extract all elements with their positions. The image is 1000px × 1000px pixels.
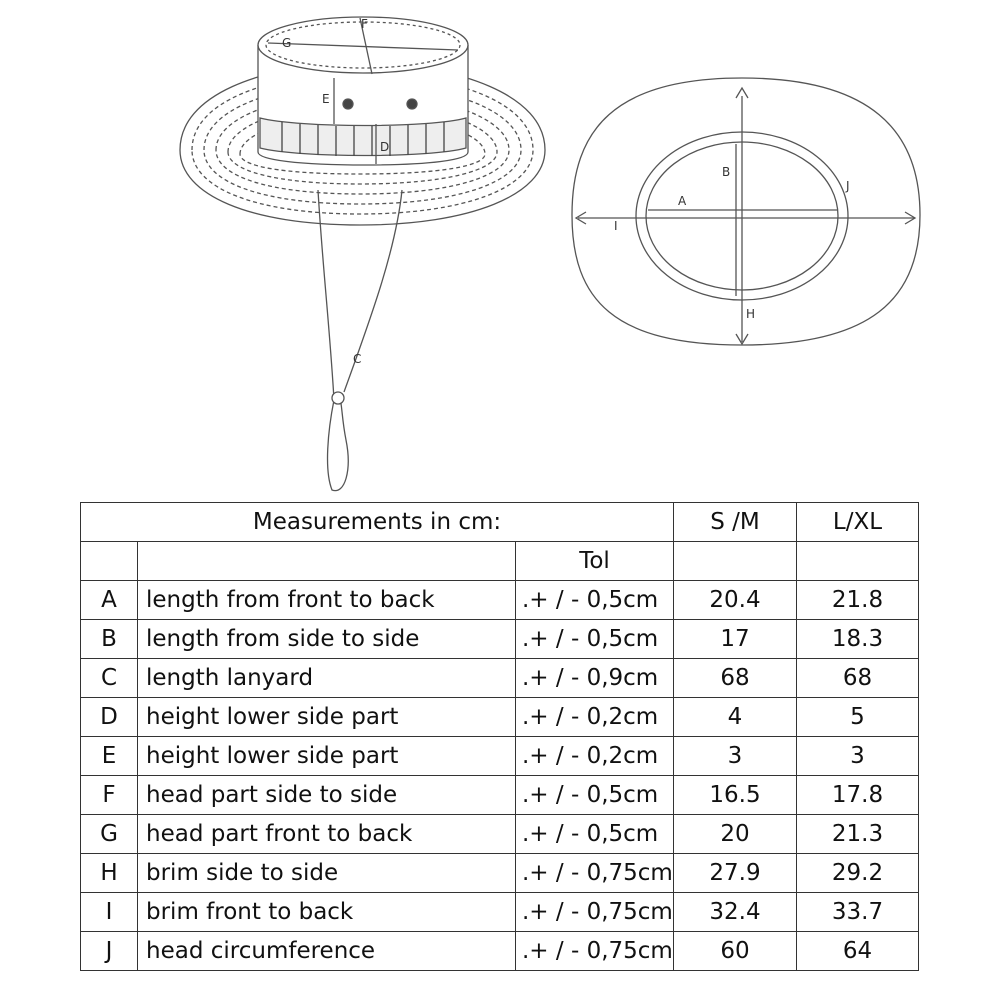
row-size-sm: 3 bbox=[674, 737, 797, 776]
row-description: height lower side part bbox=[138, 737, 516, 776]
row-size-lxl: 17.8 bbox=[797, 776, 919, 815]
row-letter: G bbox=[81, 815, 138, 854]
table-row bbox=[81, 854, 919, 893]
label-f: F bbox=[361, 17, 368, 31]
row-letter: C bbox=[81, 659, 138, 698]
brim-outline-top bbox=[572, 78, 920, 345]
table-row bbox=[81, 737, 919, 776]
label-g: G bbox=[282, 36, 292, 50]
table-title-row bbox=[81, 503, 919, 542]
row-letter: A bbox=[81, 581, 138, 620]
tolerance-header: Tol bbox=[516, 542, 674, 581]
row-size-lxl: 64 bbox=[797, 932, 919, 971]
table-body bbox=[81, 581, 919, 971]
table-row bbox=[81, 659, 919, 698]
lanyard-stopper bbox=[332, 392, 344, 404]
empty-cell bbox=[138, 542, 516, 581]
row-letter: I bbox=[81, 893, 138, 932]
row-tolerance: .+ / - 0,2cm bbox=[516, 737, 674, 776]
table-subheader-row bbox=[81, 542, 919, 581]
measurements-table bbox=[80, 502, 919, 971]
label-e: E bbox=[322, 92, 330, 106]
size-header-sm: S /M bbox=[674, 503, 797, 542]
row-description: head part front to back bbox=[138, 815, 516, 854]
row-size-lxl: 3 bbox=[797, 737, 919, 776]
label-b: B bbox=[722, 165, 731, 179]
empty-cell bbox=[674, 542, 797, 581]
row-size-sm: 27.9 bbox=[674, 854, 797, 893]
row-tolerance: .+ / - 0,5cm bbox=[516, 620, 674, 659]
row-description: head part side to side bbox=[138, 776, 516, 815]
table-row bbox=[81, 932, 919, 971]
row-tolerance: .+ / - 0,2cm bbox=[516, 698, 674, 737]
row-tolerance: .+ / - 0,75cm bbox=[516, 893, 674, 932]
row-size-lxl: 68 bbox=[797, 659, 919, 698]
row-size-lxl: 29.2 bbox=[797, 854, 919, 893]
label-d: D bbox=[380, 140, 390, 154]
row-size-lxl: 5 bbox=[797, 698, 919, 737]
row-letter: J bbox=[81, 932, 138, 971]
vent-eyelet bbox=[407, 99, 417, 109]
row-tolerance: .+ / - 0,75cm bbox=[516, 932, 674, 971]
hat-side-view bbox=[180, 17, 545, 491]
row-size-sm: 20.4 bbox=[674, 581, 797, 620]
row-tolerance: .+ / - 0,5cm bbox=[516, 815, 674, 854]
row-tolerance: .+ / - 0,5cm bbox=[516, 581, 674, 620]
row-size-sm: 16.5 bbox=[674, 776, 797, 815]
empty-cell bbox=[797, 542, 919, 581]
label-h: H bbox=[746, 307, 756, 321]
row-size-sm: 17 bbox=[674, 620, 797, 659]
row-letter: B bbox=[81, 620, 138, 659]
label-i: I bbox=[614, 219, 618, 233]
row-size-lxl: 21.3 bbox=[797, 815, 919, 854]
row-size-lxl: 33.7 bbox=[797, 893, 919, 932]
table-row bbox=[81, 776, 919, 815]
row-description: length from side to side bbox=[138, 620, 516, 659]
row-size-sm: 20 bbox=[674, 815, 797, 854]
row-letter: D bbox=[81, 698, 138, 737]
row-tolerance: .+ / - 0,75cm bbox=[516, 854, 674, 893]
row-letter: E bbox=[81, 737, 138, 776]
row-description: length from front to back bbox=[138, 581, 516, 620]
hat-top-view bbox=[572, 78, 920, 345]
size-header-lxl: L/XL bbox=[797, 503, 919, 542]
row-description: brim side to side bbox=[138, 854, 516, 893]
row-description: brim front to back bbox=[138, 893, 516, 932]
label-c: C bbox=[353, 352, 362, 366]
row-description: length lanyard bbox=[138, 659, 516, 698]
row-size-lxl: 21.8 bbox=[797, 581, 919, 620]
table-row bbox=[81, 581, 919, 620]
row-tolerance: .+ / - 0,5cm bbox=[516, 776, 674, 815]
table-row bbox=[81, 815, 919, 854]
table-row bbox=[81, 620, 919, 659]
row-letter: H bbox=[81, 854, 138, 893]
row-description: height lower side part bbox=[138, 698, 516, 737]
table-row bbox=[81, 893, 919, 932]
row-size-sm: 32.4 bbox=[674, 893, 797, 932]
row-size-sm: 60 bbox=[674, 932, 797, 971]
table-row bbox=[81, 698, 919, 737]
row-tolerance: .+ / - 0,9cm bbox=[516, 659, 674, 698]
empty-cell bbox=[81, 542, 138, 581]
label-a: A bbox=[678, 194, 687, 208]
row-size-lxl: 18.3 bbox=[797, 620, 919, 659]
label-j: J bbox=[846, 179, 850, 193]
row-description: head circumference bbox=[138, 932, 516, 971]
vent-eyelet bbox=[343, 99, 353, 109]
row-size-sm: 4 bbox=[674, 698, 797, 737]
row-letter: F bbox=[81, 776, 138, 815]
table-title: Measurements in cm: bbox=[81, 503, 674, 542]
row-size-sm: 68 bbox=[674, 659, 797, 698]
lanyard bbox=[318, 190, 348, 491]
